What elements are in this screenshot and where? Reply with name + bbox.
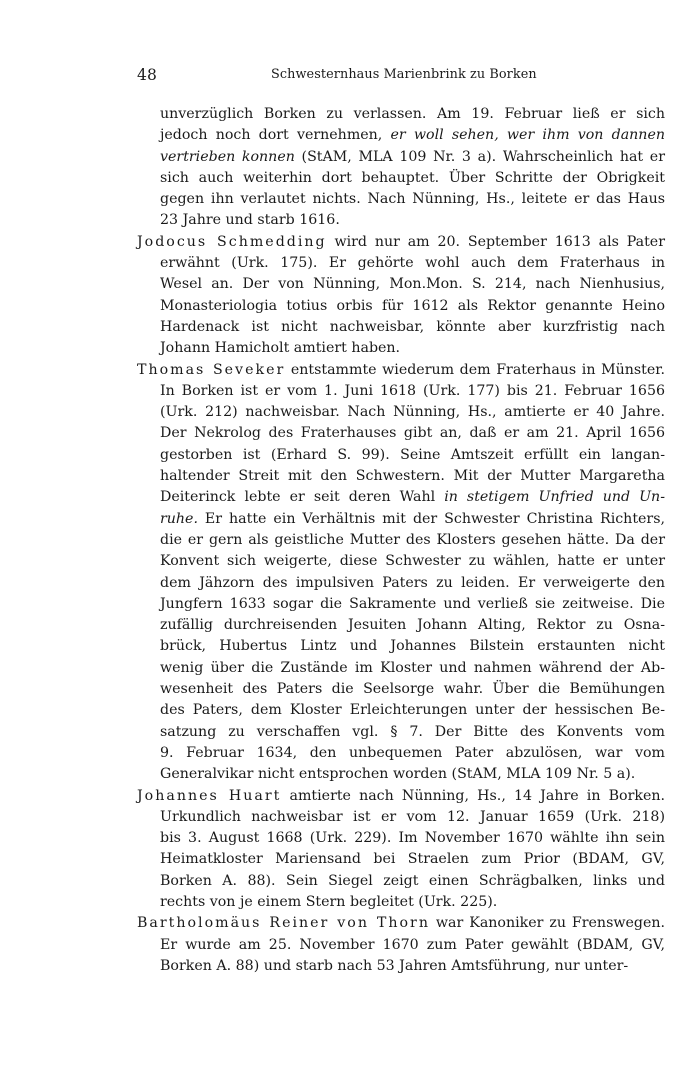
text-line xyxy=(137,232,665,253)
text-run: 9. Februar 1634, den unbequemen Pater abzulösen, war vom xyxy=(160,744,665,761)
text-line xyxy=(137,935,665,956)
text-line xyxy=(137,189,665,210)
text-line xyxy=(137,402,665,423)
text-run: unverzüglich Borken zu verlassen. Am 19. Februar ließ er sich xyxy=(160,106,665,122)
text-run: bis 3. August 1668 (Urk. 229). Im November 1670 wählte ihn sein xyxy=(160,830,665,847)
text-run: Urkundlich nachweisbar ist er vom 12. Januar 1659 (Urk. 218) xyxy=(160,808,665,825)
text-run: Konvent sich weigerte, diese Schwester zu wählen, hatte er unter xyxy=(160,553,665,570)
text-run: erwähnt (Urk. 175). Er gehörte wohl auch dem Fraterhaus in xyxy=(160,255,665,272)
text-run: brück, Hubertus Lintz und Johannes Bilstein erstaunten nicht xyxy=(160,638,665,655)
person-name: Thomas Seveker xyxy=(137,361,286,378)
text-line xyxy=(137,338,665,359)
text-line xyxy=(137,125,665,146)
text-line xyxy=(137,786,665,807)
text-line xyxy=(137,551,665,572)
text-line xyxy=(137,722,665,743)
text-line xyxy=(137,871,665,892)
quoted-text: vertrieben konnen xyxy=(160,148,295,165)
text-line xyxy=(137,360,665,381)
text-line xyxy=(137,615,665,636)
text-line xyxy=(137,487,665,508)
text-line xyxy=(137,445,665,466)
text-run: des Paters, dem Kloster Erleichterungen unter der hessischen Be- xyxy=(160,702,665,719)
text-line xyxy=(137,807,665,828)
running-title: Schwesternhaus Marienbrink zu Borken xyxy=(271,67,537,82)
text-run: Deiterinck lebte er seit deren Wahl xyxy=(160,489,445,506)
text-line xyxy=(137,509,665,530)
text-line xyxy=(137,210,665,231)
text-run: haltender Streit mit den Schwestern. Mit der Mutter Margaretha xyxy=(160,468,665,485)
text-run: Generalvikar nicht entsprochen worden (StAM, MLA 109 Nr. 5 a). xyxy=(160,766,636,783)
entry-reiner xyxy=(137,913,665,977)
text-line xyxy=(137,743,665,764)
entry-seveker xyxy=(137,360,665,786)
text-line xyxy=(137,466,665,487)
text-line xyxy=(137,381,665,402)
text-run: Jungfern 1633 sogar die Sakramente und verließ sie zeitweise. Die xyxy=(160,595,665,612)
page-header xyxy=(137,66,663,86)
entry-schmedding xyxy=(137,232,665,360)
text-run: sich auch weiterhin dort behauptet. Über Schritte der Obrigkeit xyxy=(160,169,665,186)
text-run: dem Jähzorn des impulsiven Paters zu leiden. Er verweigerte den xyxy=(160,574,665,591)
text-run: gegen ihn verlautet nichts. Nach Nünning, Hs., leitete er das Haus xyxy=(160,191,665,208)
text-run: In Borken ist er vom 1. Juni 1618 (Urk. 177) bis 21. Februar 1656 xyxy=(160,382,665,399)
text-run: wenig über die Zustände im Kloster und nahmen während der Ab- xyxy=(160,659,665,676)
text-run: amtierte nach Nünning, Hs., 14 Jahre in Borken. xyxy=(281,787,665,804)
text-run: wird nur am 20. September 1613 als Pater xyxy=(326,233,665,250)
text-run: die er gern als geistliche Mutter des Klosters gesehen hätte. Da der xyxy=(160,531,665,548)
entry-continuation xyxy=(137,104,665,232)
text-run: Hardenack ist nicht nachweisbar, könnte aber kurzfristig nach xyxy=(160,318,665,335)
text-run: war Kanoniker zu Frenswegen. xyxy=(429,915,666,932)
text-line xyxy=(137,168,665,189)
text-run: Der Nekrolog des Fraterhauses gibt an, daß er am 21. April 1656 xyxy=(160,425,665,442)
text-run: Er hatte ein Verhältnis mit der Schwester Christina Richters, xyxy=(197,510,665,527)
text-run: gestorben ist (Erhard S. 99). Seine Amtszeit erfüllt ein langan- xyxy=(160,446,665,463)
text-line xyxy=(137,594,665,615)
text-run: (Urk. 212) nachweisbar. Nach Nünning, Hs., amtierte er 40 Jahre. xyxy=(160,404,665,421)
person-name: Jodocus Schmedding xyxy=(137,233,327,250)
text-line xyxy=(137,828,665,849)
text-run: satzung zu verschaffen vgl. § 7. Der Bitte des Konvents vom xyxy=(160,723,665,740)
text-line xyxy=(137,296,665,317)
entry-huart xyxy=(137,786,665,914)
quoted-text: er woll sehen, wer ihm von dannen xyxy=(390,127,665,144)
text-line xyxy=(137,849,665,870)
text-run: 23 Jahre und starb 1616. xyxy=(160,212,340,229)
text-line xyxy=(137,317,665,338)
text-line xyxy=(137,573,665,594)
text-line xyxy=(137,530,665,551)
text-run: Heimatkloster Mariensand bei Straelen zum Prior (BDAM, GV, xyxy=(160,851,665,868)
quoted-text: in stetigem Unfried und Un- xyxy=(444,489,665,506)
text-run: jedoch noch dort vernehmen, xyxy=(160,127,391,144)
text-line xyxy=(137,700,665,721)
person-name: Bartholomäus Reiner von Thorn xyxy=(137,915,430,932)
text-run: (StAM, MLA 109 Nr. 3 a). Wahrscheinlich hat er xyxy=(294,148,665,165)
text-line xyxy=(137,423,665,444)
text-run: Wesel an. Der von Nünning, Mon.Mon. S. 214, nach Nienhusius, xyxy=(160,276,665,293)
text-run: entstammte wiederum dem Fraterhaus in Münster. xyxy=(285,361,665,378)
page-body xyxy=(137,104,665,977)
text-line xyxy=(137,147,665,168)
text-line xyxy=(137,913,665,934)
text-line xyxy=(137,764,665,785)
text-line xyxy=(137,104,665,125)
text-line xyxy=(137,956,665,977)
text-run: Monasteriologia totius orbis für 1612 als Rektor genannte Heino xyxy=(160,297,665,314)
text-run: wesenheit des Paters die Seelsorge wahr. Über die Bemühungen xyxy=(160,681,665,698)
page-number: 48 xyxy=(137,66,158,84)
text-line xyxy=(137,636,665,657)
text-run: rechts von je einem Stern begleitet (Urk. 225). xyxy=(160,893,498,910)
person-name: Johannes Huart xyxy=(137,787,282,804)
text-line xyxy=(137,274,665,295)
text-line xyxy=(137,892,665,913)
text-run: Johann Hamicholt amtiert haben. xyxy=(160,340,401,357)
quoted-text: ruhe. xyxy=(160,510,198,527)
text-line xyxy=(137,253,665,274)
text-run: Borken A. 88). Sein Siegel zeigt einen Schrägbalken, links und xyxy=(160,872,665,889)
text-run: zufällig durchreisenden Jesuiten Johann Alting, Rektor zu Osna- xyxy=(160,617,665,634)
text-line xyxy=(137,679,665,700)
text-run: Er wurde am 25. November 1670 zum Pater gewählt (BDAM, GV, xyxy=(160,936,665,953)
text-run: Borken A. 88) und starb nach 53 Jahren Amtsführung, nur unter- xyxy=(160,957,629,974)
text-line xyxy=(137,658,665,679)
